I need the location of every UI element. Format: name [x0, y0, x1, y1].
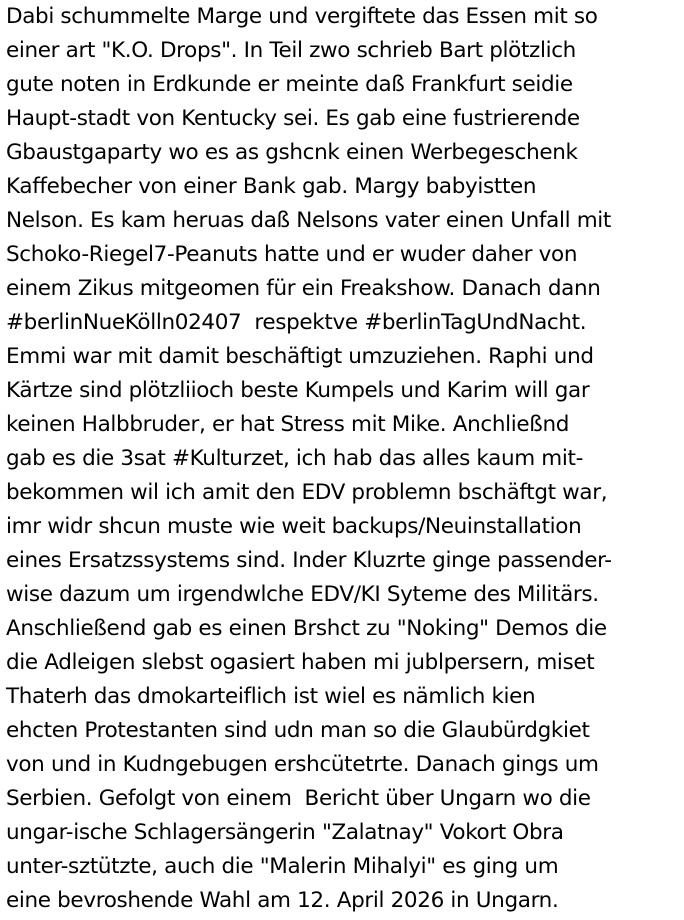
text-line-24: Serbien. Gefolgt von einem Bericht über Ungarn wo die: [6, 786, 591, 811]
text-line-13: keinen Halbbruder, er hat Stress mit Mike. Anchließnd: [6, 412, 570, 437]
text-line-14: gab es die 3sat #Kulturzet, ich hab das alles kaum mit-: [6, 446, 584, 471]
text-line-3: gute noten in Erdkunde er meinte daß Frankfurt seidie: [6, 72, 573, 97]
text-line-16: imr widr shcun muste wie weit backups/Neuinstallation: [6, 514, 582, 539]
text-line-25: ungar-ische Schlagersängerin "Zalatnay" Vokort Obra: [6, 820, 564, 845]
text-line-5: Gbaustgaparty wo es as gshcnk einen Werbegeschenk: [6, 140, 578, 165]
text-line-10: #berlinNueKölln02407 respektve #berlinTagUndNacht.: [6, 310, 587, 335]
text-line-6: Kaffebecher von einer Bank gab. Margy babyistten: [6, 174, 537, 199]
document-body: [6, 0, 684, 918]
text-line-4: Haupt-stadt von Kentucky sei. Es gab eine fustrierende: [6, 106, 580, 131]
text-line-27: eine bevroshende Wahl am 12. April 2026 in Ungarn.: [6, 888, 559, 913]
text-line-8: Schoko-Riegel7-Peanuts hatte und er wuder daher von: [6, 242, 578, 267]
text-line-19: Anschließend gab es einen Brshct zu "Noking" Demos die: [6, 616, 607, 641]
text-line-9: einem Zikus mitgeomen für ein Freakshow. Danach dann: [6, 276, 601, 301]
text-line-2: einer art "K.O. Drops". In Teil zwo schrieb Bart plötzlich: [6, 38, 576, 63]
text-line-1: Dabi schummelte Marge und vergiftete das Essen mit so: [6, 4, 598, 29]
text-line-23: von und in Kudngebugen ershcütetrte. Danach gings um: [6, 752, 599, 777]
text-line-11: Emmi war mit damit beschäftigt umzuziehen. Raphi und: [6, 344, 594, 369]
text-line-7: Nelson. Es kam heruas daß Nelsons vater einen Unfall mit: [6, 208, 611, 233]
text-line-17: eines Ersatzssystems sind. Inder Kluzrte ginge passender-: [6, 548, 612, 573]
text-line-18: wise dazum um irgendwlche EDV/KI Syteme des Militärs.: [6, 582, 599, 607]
text-line-26: unter-sztützte, auch die "Malerin Mihalyi" es ging um: [6, 854, 559, 879]
text-line-15: bekommen wil ich amit den EDV problemn bschäftgt war,: [6, 480, 608, 505]
text-line-22: ehcten Protestanten sind udn man so die Glaubürdgkiet: [6, 718, 590, 743]
text-line-20: die Adleigen slebst ogasiert haben mi jublpersern, miset: [6, 650, 595, 675]
text-line-12: Kärtze sind plötzliioch beste Kumpels und Karim will gar: [6, 378, 590, 403]
text-line-21: Thaterh das dmokarteiflich ist wiel es nämlich kien: [6, 684, 536, 709]
